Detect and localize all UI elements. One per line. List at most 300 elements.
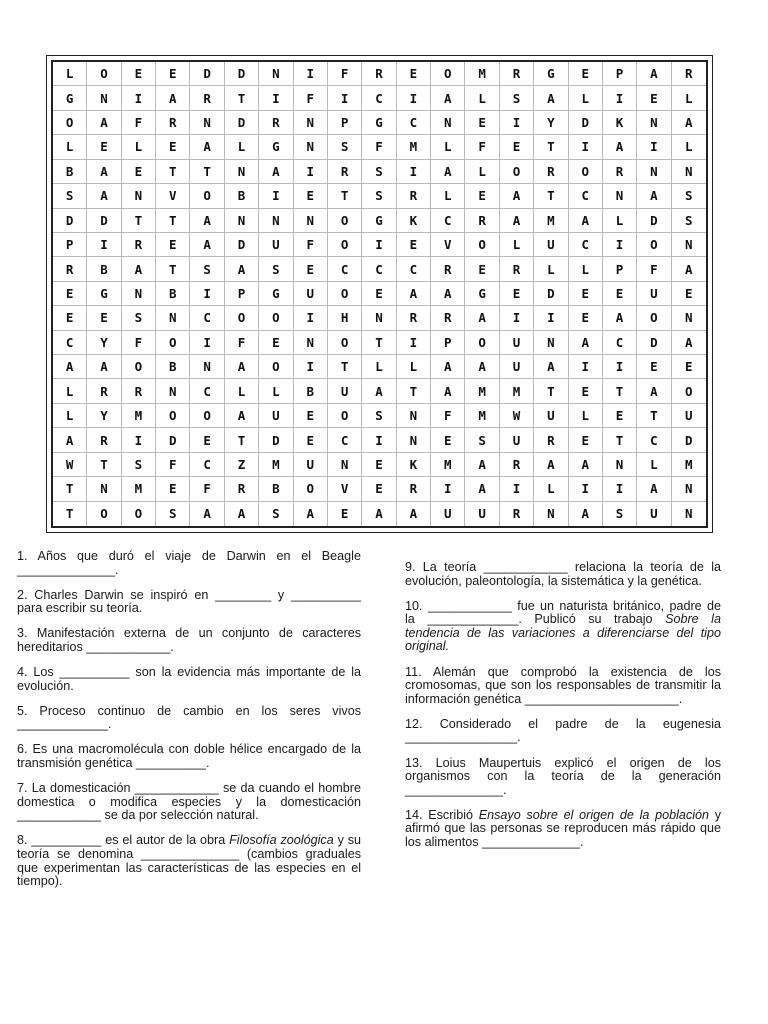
grid-cell: M [534, 209, 568, 233]
grid-cell: E [672, 355, 706, 379]
grid-cell: I [603, 355, 637, 379]
grid-cell: O [465, 233, 499, 257]
grid-cell: N [672, 233, 706, 257]
grid-cell: I [362, 428, 396, 452]
grid-cell: A [569, 453, 603, 477]
grid-cell: F [294, 86, 328, 110]
grid-cell: L [672, 135, 706, 159]
questions-right-list [405, 561, 721, 588]
grid-cell: R [122, 233, 156, 257]
grid-cell: I [328, 86, 362, 110]
grid-cell: E [431, 428, 465, 452]
grid-cell: E [122, 62, 156, 86]
grid-cell: O [500, 160, 534, 184]
grid-cell: C [190, 453, 224, 477]
grid-cell: G [465, 282, 499, 306]
grid-cell: P [603, 257, 637, 281]
grid-cell: C [362, 257, 396, 281]
grid-cell: O [87, 62, 121, 86]
grid-cell: B [294, 379, 328, 403]
grid-cell: S [362, 160, 396, 184]
grid-cell: S [190, 257, 224, 281]
grid-cell: T [87, 453, 121, 477]
grid-cell: L [500, 233, 534, 257]
question-8-part2: y su teoría se denomina ______________ (cambios graduales que experimentan las características de las especies en el tiempo). [17, 833, 362, 889]
grid-cell: E [156, 477, 190, 501]
grid-cell: I [397, 86, 431, 110]
grid-cell: S [156, 502, 190, 526]
grid-cell: I [397, 331, 431, 355]
grid-cell: A [465, 355, 499, 379]
grid-cell: V [328, 477, 362, 501]
grid-cell: A [534, 453, 568, 477]
grid-cell: C [362, 86, 396, 110]
grid-cell: A [637, 184, 671, 208]
grid-cell: T [362, 331, 396, 355]
grid-cell: E [87, 306, 121, 330]
grid-cell: N [294, 331, 328, 355]
grid-cell: A [225, 355, 259, 379]
grid-cell: L [637, 453, 671, 477]
grid-cell: U [534, 404, 568, 428]
grid-cell: E [53, 282, 87, 306]
grid-cell: E [294, 184, 328, 208]
grid-cell: U [500, 355, 534, 379]
grid-cell: A [465, 453, 499, 477]
word-search-frame [47, 56, 712, 532]
questions-left-column [17, 550, 361, 900]
grid-cell: E [328, 502, 362, 526]
grid-cell: E [569, 428, 603, 452]
grid-cell: T [190, 160, 224, 184]
grid-cell: I [500, 477, 534, 501]
grid-cell: I [637, 135, 671, 159]
grid-cell: I [431, 477, 465, 501]
grid-cell: U [637, 282, 671, 306]
grid-cell: I [190, 331, 224, 355]
grid-cell: L [465, 160, 499, 184]
grid-cell: C [190, 379, 224, 403]
grid-cell: G [362, 111, 396, 135]
grid-cell: C [637, 428, 671, 452]
question-2: 2. Charles Darwin se inspiró en ________ y __________ para escribir su teoría. [17, 587, 361, 616]
grid-cell: R [190, 86, 224, 110]
grid-cell: E [190, 428, 224, 452]
grid-cell: E [156, 135, 190, 159]
question-13: 13. Loius Maupertuis explicó el origen de los organismos con la teoría de la generación ______________. [405, 755, 721, 797]
grid-cell: A [190, 135, 224, 159]
grid-cell: I [259, 184, 293, 208]
grid-cell: S [672, 184, 706, 208]
grid-cell: P [328, 111, 362, 135]
grid-cell: G [259, 282, 293, 306]
grid-cell: C [569, 184, 603, 208]
grid-cell: B [259, 477, 293, 501]
grid-cell: I [534, 306, 568, 330]
question-8 [17, 834, 361, 888]
grid-cell: K [603, 111, 637, 135]
grid-cell: A [569, 331, 603, 355]
grid-cell: A [53, 428, 87, 452]
grid-cell: E [569, 62, 603, 86]
grid-cell: G [53, 86, 87, 110]
grid-cell: N [328, 453, 362, 477]
grid-cell: I [259, 86, 293, 110]
grid-cell: V [156, 184, 190, 208]
grid-cell: L [53, 379, 87, 403]
grid-cell: N [122, 282, 156, 306]
grid-cell: A [431, 86, 465, 110]
grid-cell: R [500, 257, 534, 281]
grid-cell: R [397, 184, 431, 208]
grid-cell: E [362, 477, 396, 501]
grid-cell: E [87, 135, 121, 159]
grid-cell: D [534, 282, 568, 306]
grid-cell: T [603, 379, 637, 403]
grid-cell: T [534, 379, 568, 403]
grid-cell: O [328, 209, 362, 233]
grid-cell: E [465, 111, 499, 135]
grid-cell: A [190, 502, 224, 526]
grid-cell: C [328, 428, 362, 452]
grid-cell: O [328, 233, 362, 257]
grid-cell: L [672, 86, 706, 110]
question-8-part1: 8. __________ es el autor de la obra [17, 833, 230, 848]
grid-cell: N [87, 86, 121, 110]
grid-cell: E [294, 428, 328, 452]
grid-cell: Z [225, 453, 259, 477]
grid-cell: A [637, 62, 671, 86]
grid-cell: R [87, 428, 121, 452]
grid-cell: E [53, 306, 87, 330]
grid-cell: D [637, 209, 671, 233]
grid-cell: U [259, 233, 293, 257]
grid-cell: R [156, 111, 190, 135]
grid-cell: A [569, 502, 603, 526]
questions-right-column [405, 561, 721, 861]
grid-cell: I [294, 62, 328, 86]
grid-cell: A [87, 160, 121, 184]
grid-cell: C [397, 257, 431, 281]
grid-cell: S [500, 86, 534, 110]
grid-cell: P [431, 331, 465, 355]
grid-cell: R [431, 306, 465, 330]
grid-cell: G [534, 62, 568, 86]
grid-cell: I [603, 477, 637, 501]
grid-cell: N [294, 111, 328, 135]
grid-cell: A [672, 331, 706, 355]
grid-cell: R [259, 111, 293, 135]
grid-cell: A [225, 502, 259, 526]
grid-cell: N [259, 209, 293, 233]
grid-cell: N [156, 379, 190, 403]
grid-cell: T [534, 184, 568, 208]
grid-cell: O [190, 404, 224, 428]
grid-cell: A [294, 502, 328, 526]
grid-cell: U [534, 233, 568, 257]
grid-cell: R [500, 502, 534, 526]
grid-cell: A [534, 355, 568, 379]
grid-cell: T [225, 428, 259, 452]
grid-cell: R [362, 62, 396, 86]
grid-cell: A [225, 404, 259, 428]
grid-cell: T [53, 502, 87, 526]
grid-cell: A [362, 379, 396, 403]
grid-cell: L [122, 135, 156, 159]
grid-cell: O [156, 331, 190, 355]
grid-cell: P [225, 282, 259, 306]
grid-cell: S [122, 306, 156, 330]
grid-cell: L [603, 209, 637, 233]
grid-cell: I [294, 306, 328, 330]
questions-right-list-2 [405, 666, 721, 798]
grid-cell: I [603, 233, 637, 257]
grid-cell: H [328, 306, 362, 330]
grid-cell: R [87, 379, 121, 403]
grid-cell: T [122, 209, 156, 233]
grid-cell: L [431, 135, 465, 159]
grid-cell: O [53, 111, 87, 135]
grid-cell: E [637, 355, 671, 379]
grid-cell: E [603, 404, 637, 428]
grid-cell: N [156, 306, 190, 330]
grid-cell: O [122, 355, 156, 379]
grid-cell: R [534, 428, 568, 452]
grid-cell: S [328, 135, 362, 159]
grid-cell: I [122, 86, 156, 110]
grid-cell: U [294, 282, 328, 306]
questions-left-list [17, 550, 361, 823]
grid-cell: N [637, 111, 671, 135]
grid-cell: M [397, 135, 431, 159]
grid-cell: R [534, 160, 568, 184]
grid-cell: R [122, 379, 156, 403]
grid-cell: M [259, 453, 293, 477]
grid-cell: T [53, 477, 87, 501]
grid-cell: B [156, 282, 190, 306]
grid-cell: E [637, 86, 671, 110]
grid-cell: E [569, 282, 603, 306]
grid-cell: S [362, 184, 396, 208]
grid-cell: A [637, 477, 671, 501]
grid-cell: T [156, 257, 190, 281]
grid-cell: N [685, 506, 693, 522]
grid-cell: L [534, 477, 568, 501]
grid-cell: L [569, 257, 603, 281]
grid-cell: U [259, 404, 293, 428]
grid-cell: N [603, 453, 637, 477]
grid-cell: O [259, 355, 293, 379]
grid-cell: I [122, 428, 156, 452]
question-14-title: Ensayo sobre el origen de la población [478, 807, 709, 822]
question-8-title: Filosofía zoológica [229, 833, 334, 848]
grid-cell: C [328, 257, 362, 281]
grid-cell: N [122, 184, 156, 208]
grid-cell: W [500, 404, 534, 428]
grid-cell: F [362, 135, 396, 159]
grid-cell: R [672, 62, 706, 86]
grid-cell: M [465, 379, 499, 403]
grid-cell: A [259, 160, 293, 184]
grid-cell: O [465, 331, 499, 355]
grid-cell: R [397, 477, 431, 501]
grid-cell: C [397, 111, 431, 135]
grid-cell: B [87, 257, 121, 281]
grid-cell: N [190, 111, 224, 135]
grid-cell: A [431, 282, 465, 306]
grid-cell: I [362, 233, 396, 257]
grid-cell: E [397, 62, 431, 86]
grid-cell: N [637, 160, 671, 184]
question-5: 5. Proceso continuo de cambio en los seres vivos _____________. [17, 703, 361, 732]
grid-cell: E [569, 306, 603, 330]
grid-cell: S [672, 209, 706, 233]
grid-cell: I [397, 160, 431, 184]
grid-cell: A [500, 184, 534, 208]
grid-cell: I [603, 86, 637, 110]
question-1: 1. Años que duró el viaje de Darwin en el Beagle ______________. [17, 549, 361, 577]
grid-cell: S [465, 428, 499, 452]
grid-cell: P [603, 62, 637, 86]
grid-cell: N [294, 135, 328, 159]
grid-cell: L [362, 355, 396, 379]
grid-cell: C [569, 233, 603, 257]
grid-cell: D [672, 428, 706, 452]
grid-cell: E [465, 257, 499, 281]
question-11: 11. Alemán que comprobó la existencia de los cromosomas, que son los responsables de transmitir la información genética ______________________. [405, 664, 721, 706]
grid-cell: U [465, 502, 499, 526]
grid-cell: A [672, 257, 706, 281]
question-10-part1: 10. ____________ fue un naturista británico, padre de la _____________. Publicó su trabajo [405, 598, 721, 627]
grid-cell: B [53, 160, 87, 184]
grid-cell: I [294, 355, 328, 379]
grid-cell: R [53, 257, 87, 281]
grid-cell: O [431, 62, 465, 86]
grid-cell: V [431, 233, 465, 257]
grid-cell: S [259, 257, 293, 281]
grid-cell: S [53, 184, 87, 208]
grid-cell: Y [87, 331, 121, 355]
grid-cell: A [534, 86, 568, 110]
grid-cell: L [53, 62, 87, 86]
grid-cell: T [328, 184, 362, 208]
grid-cell: L [225, 379, 259, 403]
grid-cell: A [156, 86, 190, 110]
grid-cell: N [672, 160, 706, 184]
grid-cell: I [500, 111, 534, 135]
grid-cell: R [500, 62, 534, 86]
grid-cell: A [569, 209, 603, 233]
grid-cell: M [465, 62, 499, 86]
grid-cell: N [672, 306, 706, 330]
grid-cell: I [569, 355, 603, 379]
grid-cell: F [328, 62, 362, 86]
grid-cell: A [362, 502, 396, 526]
grid-cell: A [87, 184, 121, 208]
question-12: 12. Considerado el padre de la eugenesia ________________. [405, 716, 721, 745]
grid-cell: G [259, 135, 293, 159]
grid-cell: S [603, 502, 637, 526]
grid-cell: O [225, 306, 259, 330]
grid-cell: N [534, 331, 568, 355]
grid-cell: U [500, 428, 534, 452]
grid-cell: I [294, 160, 328, 184]
grid-cell: E [122, 160, 156, 184]
grid-cell: F [431, 404, 465, 428]
grid-cell: R [465, 209, 499, 233]
grid-cell: I [500, 306, 534, 330]
grid-cell: M [431, 453, 465, 477]
grid-cell: S [362, 404, 396, 428]
grid-cell: M [122, 404, 156, 428]
grid-cell: N [603, 184, 637, 208]
grid-cell: N [225, 160, 259, 184]
grid-cell: A [225, 257, 259, 281]
grid-cell: M [500, 379, 534, 403]
grid-cell: U [328, 379, 362, 403]
grid-cell: E [603, 282, 637, 306]
question-10-title: Sobre la tendencia de las variaciones a diferenciarse del tipo original. [405, 612, 721, 654]
grid-cell: F [190, 477, 224, 501]
grid-cell: L [569, 404, 603, 428]
grid-cell: D [259, 428, 293, 452]
grid-cell: M [672, 453, 706, 477]
question-14-part1: 14. Escribió [405, 807, 479, 822]
grid-cell: F [156, 453, 190, 477]
grid-cell: W [53, 453, 87, 477]
grid-cell: F [465, 135, 499, 159]
grid-cell: E [362, 282, 396, 306]
grid-cell: O [87, 502, 121, 526]
grid-cell: D [87, 209, 121, 233]
grid-cell: C [190, 306, 224, 330]
grid-cell: R [397, 306, 431, 330]
grid-cell: F [122, 331, 156, 355]
grid-cell: N [431, 111, 465, 135]
grid-cell: L [569, 86, 603, 110]
grid-cell: K [397, 453, 431, 477]
grid-cell: E [156, 62, 190, 86]
grid-cell: N [87, 477, 121, 501]
grid-cell: U [294, 453, 328, 477]
grid-cell: E [294, 404, 328, 428]
grid-cell: A [87, 111, 121, 135]
grid-cell: F [294, 233, 328, 257]
grid-cell: D [225, 233, 259, 257]
grid-cell: R [603, 160, 637, 184]
grid-cell: L [53, 404, 87, 428]
grid-cell: F [637, 257, 671, 281]
grid-cell: E [156, 233, 190, 257]
grid-cell: A [465, 306, 499, 330]
grid-cell: A [190, 233, 224, 257]
grid-cell: L [465, 86, 499, 110]
grid-cell: D [156, 428, 190, 452]
grid-cell: O [672, 379, 706, 403]
grid-cell: F [122, 111, 156, 135]
grid-cell: T [328, 355, 362, 379]
grid-cell: O [328, 282, 362, 306]
grid-cell: F [225, 331, 259, 355]
grid-cell: S [122, 453, 156, 477]
question-6: 6. Es una macromolécula con doble hélice encargado de la transmisión genética __________. [17, 742, 361, 771]
grid-cell: O [569, 160, 603, 184]
grid-cell: D [569, 111, 603, 135]
grid-cell: O [259, 306, 293, 330]
grid-cell: K [397, 209, 431, 233]
grid-cell: E [569, 379, 603, 403]
grid-cell: A [465, 477, 499, 501]
